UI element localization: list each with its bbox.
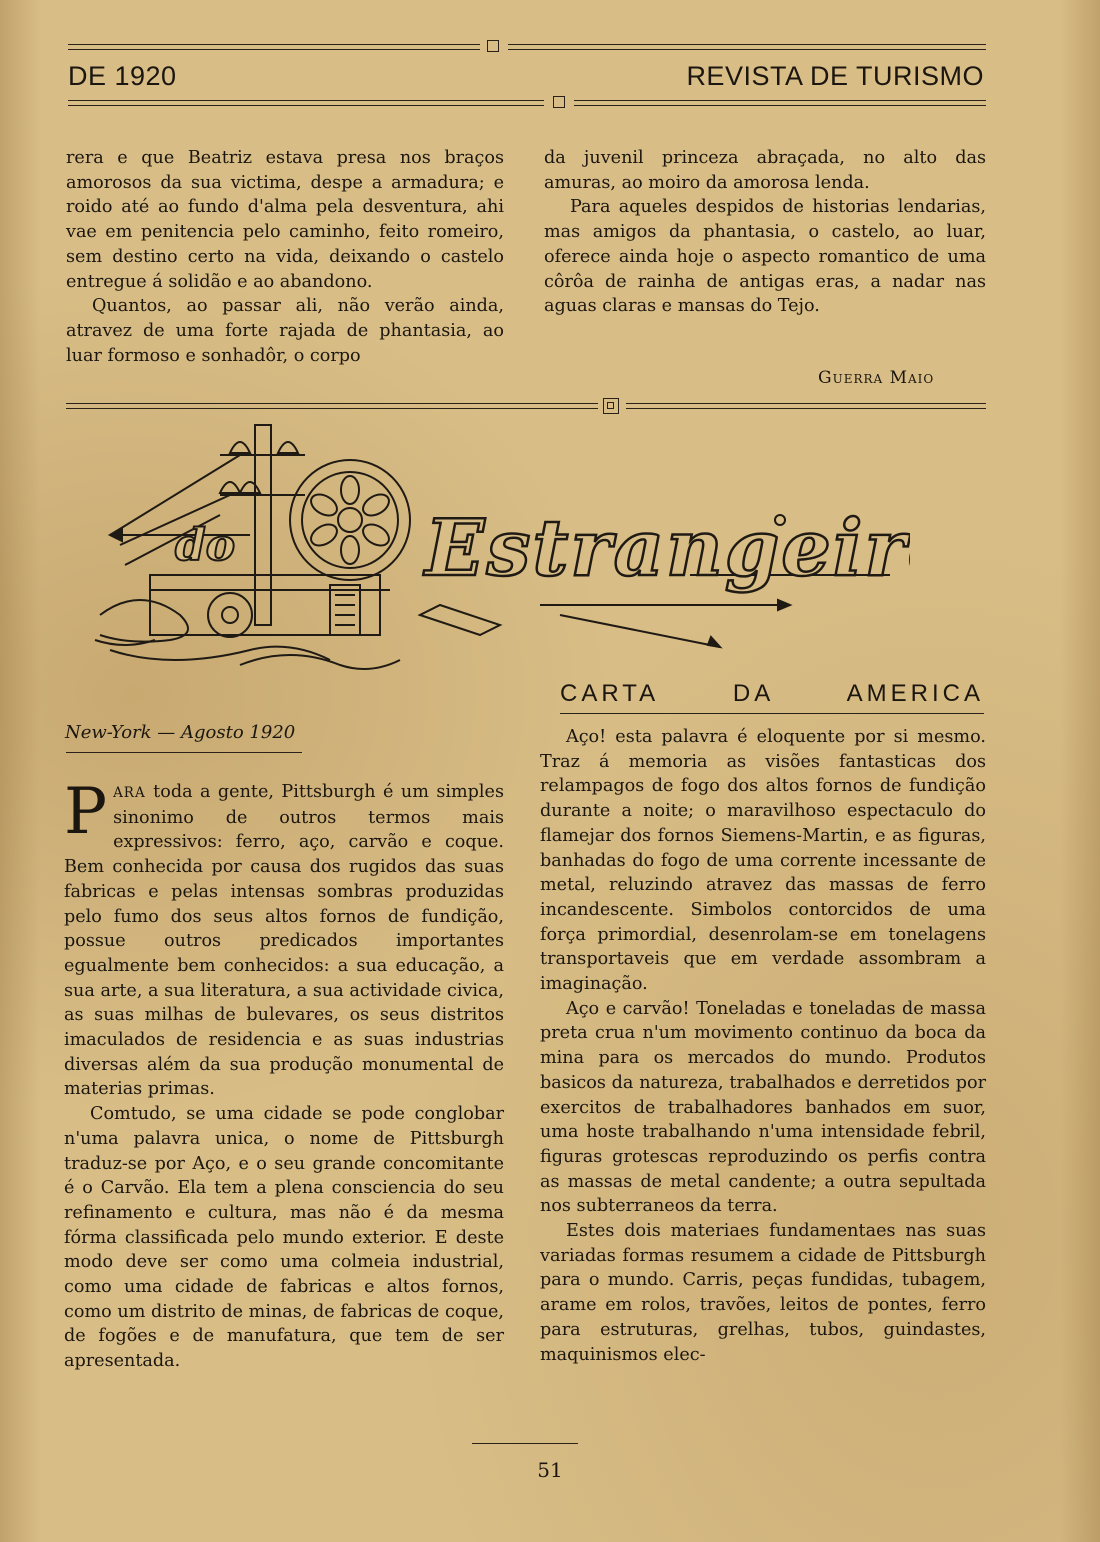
header-top-rule-left bbox=[68, 44, 480, 50]
header-left-date: DE 1920 bbox=[68, 61, 177, 91]
author-signature: Guerra Maio bbox=[818, 368, 935, 388]
article-left-paragraph-1 bbox=[64, 775, 504, 1102]
article-title-underline bbox=[560, 713, 984, 714]
top-right-paragraph-1: da juvenil princeza abraçada, no alto das amuras, ao moiro da amorosa lenda. bbox=[544, 148, 986, 193]
header-top-rule-right bbox=[508, 44, 986, 50]
section-separator-left bbox=[66, 403, 598, 409]
article-left-paragraph-1-text: toda a gente, Pittsburgh é um simples sinonimo de outros termos mais expressivos: ferro, aço, carvão e coque. Bem conhecida por causa dos rugidos das suas fabricas e pelas intensas sombras produzidas pelo fumo dos seus altos fornos de fundição, possue outros predicados importantes egualmente bem conhecidos: a sua educação, a sua arte, a sua literatura, a sua actividade civica, as suas milhas de bulevares, os seus distritos imaculados de residencia e as suas industrias diversas além da sua produção monumental de materias primas. bbox=[64, 782, 504, 1100]
top-left-paragraph-2: Quantos, ao passar ali, não verão ainda, atravez de uma forte rajada de phantasia, ao luar formoso e sonhadôr, o corpo bbox=[66, 296, 504, 366]
footer-rule bbox=[472, 1443, 578, 1444]
header-right-title: REVISTA DE TURISMO bbox=[686, 61, 984, 91]
article-title: CARTA DA AMERICA bbox=[560, 680, 984, 707]
section-separator-right bbox=[626, 403, 986, 409]
article-left-column bbox=[64, 775, 504, 1374]
section-heading-large: Estrangeiro bbox=[425, 503, 910, 594]
drop-cap: P bbox=[64, 775, 108, 849]
dateline-underline bbox=[66, 752, 302, 753]
top-left-column bbox=[66, 146, 504, 368]
header-ornament-bottom bbox=[553, 96, 565, 108]
header-bottom-rule-left bbox=[68, 100, 544, 106]
header-ornament-top bbox=[487, 40, 499, 52]
top-right-paragraph-2: Para aqueles despidos de historias lendarias, mas amigos da phantasia, o castelo, ao luar, oferece ainda hoje o aspecto romantico de uma côrôa de rainha de antigas eras, a nadar nas aguas claras e mansas do Tejo. bbox=[544, 197, 986, 317]
section-heading-small: do bbox=[175, 520, 236, 571]
machinery-illustration bbox=[90, 415, 910, 695]
article-right-paragraph-3: Estes dois materiaes fundamentaes nas suas variadas formas resumem a cidade de Pittsburgh para o mundo. Carris, peças fundidas, tubagem, arame em rolos, travões, leitos de pontes, ferro para estruturas, grelhas, tubos, guindastes, maquinismos elec- bbox=[540, 1221, 986, 1365]
section-separator-ornament bbox=[603, 398, 619, 414]
section-heading-illustration bbox=[90, 415, 910, 695]
article-right-paragraph-1: Aço! esta palavra é eloquente por si mesmo. Traz á memoria as visões fantasticas dos relampagos de fogo dos altos fornos de fundição durante a noite; o maravilhoso espectaculo do flamejar dos fornos Siemens-Martin, e as figuras, banhadas do fogo de uma corrente incessante de metal, reluzindo atravez das massas de ferro incandescente. Simbolos contorcidos de uma força primordial, desenrolam-se em tonelagens transportaveis que em verdade assombram a imaginação. bbox=[540, 727, 986, 995]
header-bottom-rule-right bbox=[574, 100, 986, 106]
top-left-paragraph-1: rera e que Beatriz estava presa nos braços amorosos da sua victima, despe a armadura; e roido até ao fundo d'alma pela desventura, ahi vae em penitencia pelo caminho, feito romeiro, sem destino certo na vida, deixando o castelo entregue á solidão e ao abandono. bbox=[66, 148, 504, 292]
article-right-column bbox=[540, 725, 986, 1367]
article-right-paragraph-2: Aço e carvão! Toneladas e toneladas de massa preta crua n'um movimento continuo da boca da mina para os mercados do mundo. Produtos basicos da natureza, trabalhados e derretidos por exercitos de trabalhadores banhados em suor, uma hoste trabalhando n'uma intensidade febril, figuras grotescas reproduzindo os perfis contra as massas de metal candente; a outra sepultada nos subterraneos da terra. bbox=[540, 998, 986, 1217]
top-right-column bbox=[544, 146, 986, 319]
article-left-paragraph-2: Comtudo, se uma cidade se pode conglobar n'uma palavra unica, o nome de Pittsburgh traduz-se por Aço, e o seu grande concomitante é o Carvão. Ela tem a plena consciencia do seu refinamento e cultura, mas não é da mesma fórma classificada pelo mundo exterior. E deste modo deve ser como uma colmeia industrial, como uma cidade de fabricas e altos fornos, como um distrito de minas, de fabricas de coque, de fogões e de manufatura, que tem de ser apresentada. bbox=[64, 1104, 504, 1372]
article-dateline: New-York — Agosto 1920 bbox=[65, 722, 296, 743]
drop-cap-continuation: ARA bbox=[113, 785, 146, 801]
page-number: 51 bbox=[537, 1458, 563, 1482]
